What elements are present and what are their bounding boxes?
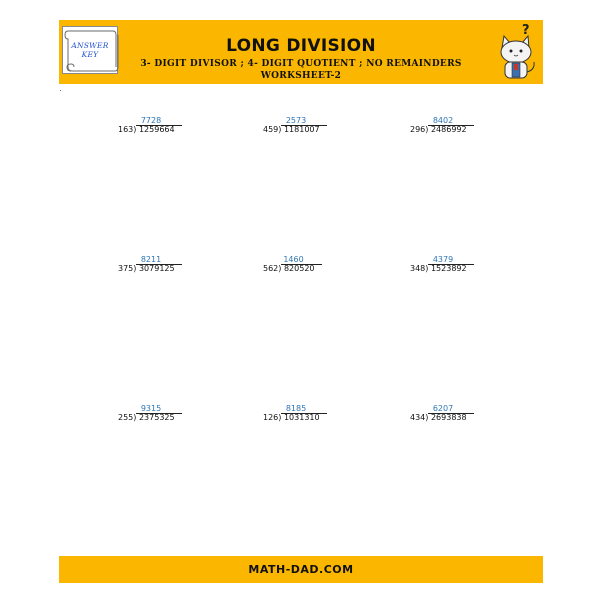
divisor: 296 [410,125,426,134]
footer-site: MATH-DAD.COM [248,563,354,576]
division-expression [410,413,467,423]
page-subtitle: 3- DIGIT DIVISOR ; 4- DIGIT QUOTIENT ; NO REMAINDERS [140,59,462,69]
dividend: 820520 [283,264,315,273]
quotient-answer: 7728 [140,116,162,125]
dividend: 2486992 [430,125,467,134]
quotient-answer: 1460 [283,255,304,264]
division-expression [263,264,315,274]
dividend: 2693838 [430,413,467,422]
quotient-answer: 4379 [432,255,454,264]
divisor: 348 [410,264,426,273]
division-bracket: ) [133,413,139,422]
division-bar [136,264,182,265]
stray-dot [60,90,61,91]
divisor: 126 [263,413,279,422]
division-problem [118,404,228,424]
cat-mascot-icon [492,22,540,82]
dividend: 2375325 [138,413,175,422]
quotient-answer: 6207 [432,404,454,413]
quotient-answer: 9315 [140,404,162,413]
division-bar [428,413,474,414]
division-expression [263,125,320,135]
divisor: 255 [118,413,134,422]
quotient-answer: 8211 [140,255,162,264]
division-expression [263,413,320,423]
divisor: 562 [263,264,279,273]
division-bracket: ) [425,125,431,134]
division-problem [118,116,228,136]
division-bar [428,264,474,265]
quotient-answer: 2573 [285,116,307,125]
division-problem [118,255,228,275]
division-bar [281,413,327,414]
division-problem [410,116,520,136]
division-bracket: ) [425,264,431,273]
division-bar [428,125,474,126]
division-bracket: ) [278,125,284,134]
division-bracket: ) [425,413,431,422]
quotient-answer: 8402 [432,116,454,125]
division-problem [410,404,520,424]
division-bar [281,264,322,265]
dividend: 1523892 [430,264,467,273]
division-expression [118,413,175,423]
division-problem [263,116,373,136]
divisor: 434 [410,413,426,422]
division-expression [118,125,175,135]
dividend: 1259664 [138,125,175,134]
division-bracket: ) [133,264,139,273]
quotient-answer: 8185 [285,404,307,413]
division-bar [136,413,182,414]
division-problem [410,255,520,275]
page-title: LONG DIVISION [226,36,376,56]
answer-key-label: ANSWER KEY [71,41,109,59]
division-problem [263,404,373,424]
dividend: 1181007 [283,125,320,134]
worksheet-label: WORKSHEET-2 [260,71,342,81]
division-bracket: ) [278,264,284,273]
division-expression [410,125,467,135]
division-bracket: ) [133,125,139,134]
dividend: 3079125 [138,264,175,273]
division-bar [281,125,327,126]
svg-text:?: ? [522,23,530,38]
division-bracket: ) [278,413,284,422]
divisor: 163 [118,125,134,134]
division-problem [263,255,373,275]
division-expression [118,264,175,274]
division-expression [410,264,467,274]
dividend: 1031310 [283,413,320,422]
division-bar [136,125,182,126]
divisor: 459 [263,125,279,134]
divisor: 375 [118,264,134,273]
footer-banner [59,556,543,583]
